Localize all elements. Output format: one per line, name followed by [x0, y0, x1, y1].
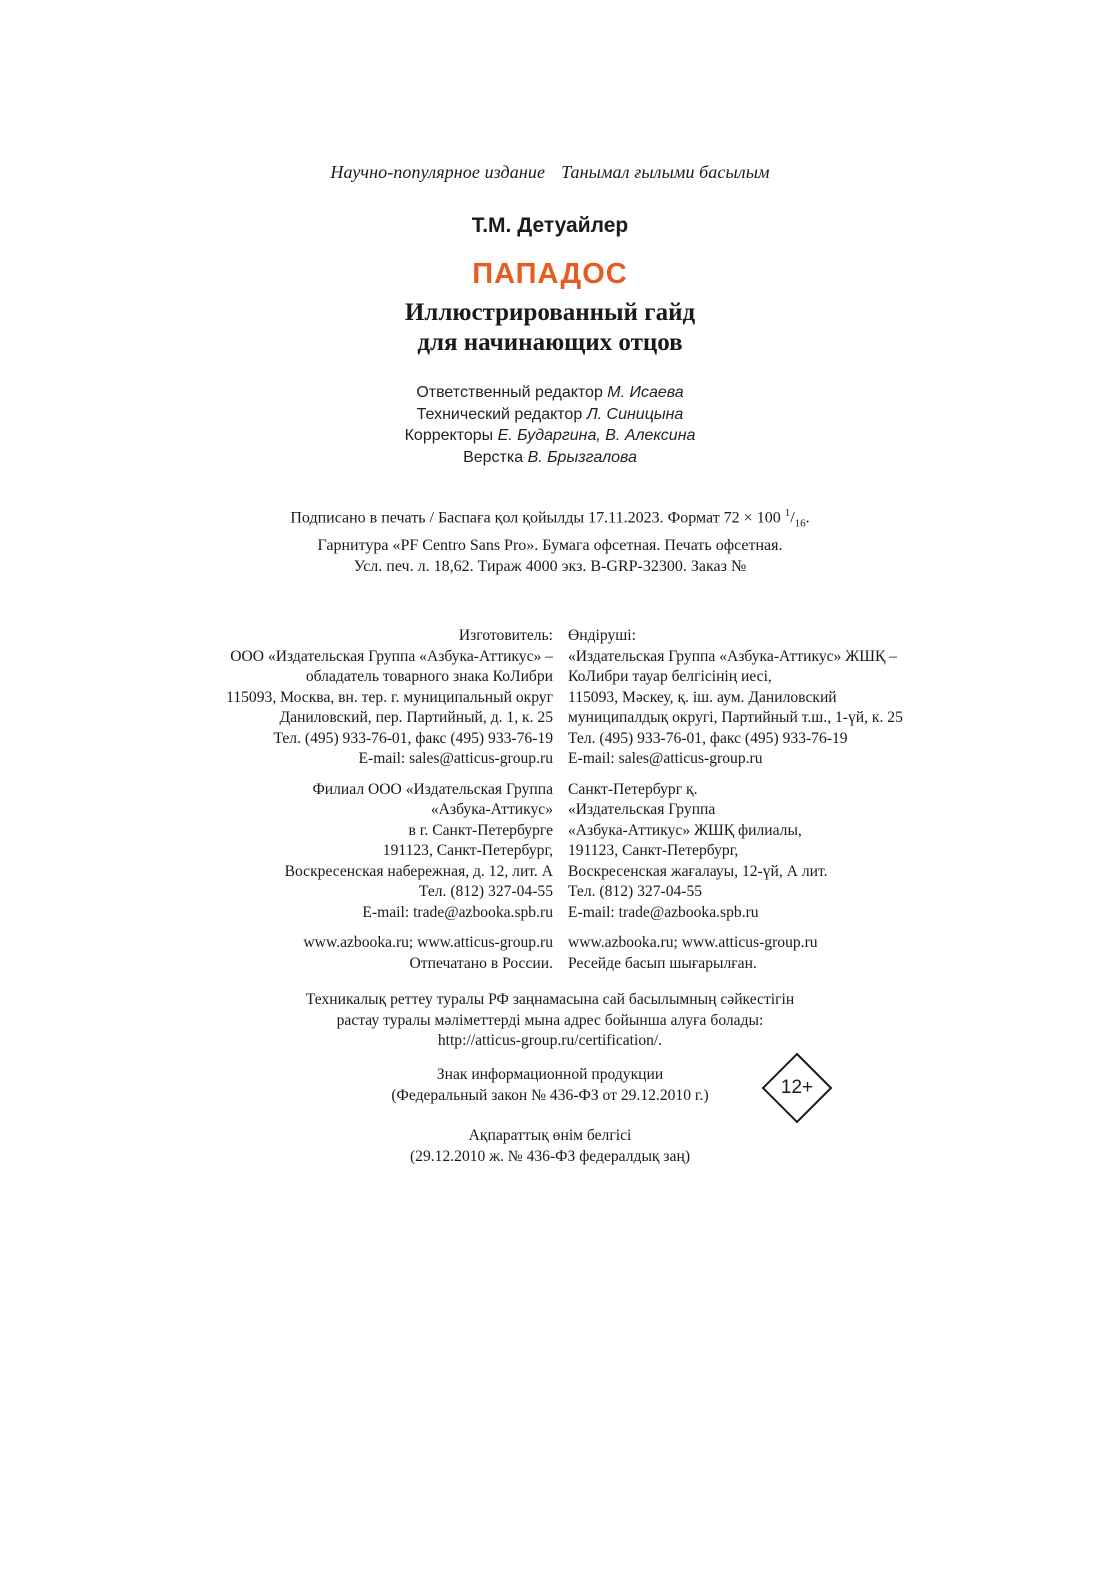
web-block-kz	[568, 933, 903, 974]
manufacturer-block-ru	[226, 626, 553, 770]
info-line: Воскресенская набережная, д. 12, лит. А	[284, 862, 553, 880]
info-line: 115093, Москва, вн. тер. г. муниципальный округ	[226, 688, 553, 706]
info-sign-line: (Федеральный закон № 436-ФЗ от 29.12.2010 г.)	[391, 1086, 709, 1104]
publisher-info-kz	[568, 626, 903, 984]
websites-line: www.azbooka.ru; www.atticus-group.ru	[568, 934, 818, 951]
info-line: муниципалдық округі, Партийный т.ш., 1-үй, к. 25	[568, 709, 903, 726]
info-sign-line: (29.12.2010 ж. № 436-ФЗ федералдық заң)	[409, 1147, 691, 1165]
staff-role: Ответственный редактор	[416, 384, 603, 401]
print-info-line: Гарнитура «PF Centro Sans Pro». Бумага офсетная. Печать офсетная.	[317, 536, 783, 554]
author-name: Т.М. Детуайлер	[471, 214, 629, 237]
info-line: Тел. (495) 933-76-01, факс (495) 933-76-19	[568, 729, 848, 747]
print-info-period: .	[805, 509, 810, 527]
subtitle-line: для начинающих отцов	[417, 329, 683, 356]
info-line: Филиал ООО «Издательская Группа	[312, 780, 553, 798]
info-line: КоЛибри тауар белгісінің иесі,	[568, 668, 772, 685]
info-line: 191123, Санкт-Петербург,	[568, 842, 739, 859]
editorial-staff	[0, 382, 1100, 468]
edition-type	[0, 162, 1100, 183]
info-line: Изготовитель:	[458, 627, 553, 644]
print-signed-format: Подписано в печать / Баспаға қол қойылды 17.11.2023. Формат 72 × 100	[290, 509, 785, 527]
info-line: ООО «Издательская Группа «Азбука-Аттикус» –	[230, 647, 553, 665]
info-line: Воскресенская жағалауы, 12-үй, А лит.	[568, 862, 828, 880]
edition-type-kz: Танымал ғылыми басылым	[561, 162, 770, 182]
printed-in-line: Отпечатано в России.	[409, 954, 553, 972]
staff-role: Корректоры	[404, 427, 494, 444]
info-line: в г. Санкт-Петербурге	[408, 821, 553, 839]
info-sign-line: Знак информационной продукции	[436, 1066, 664, 1083]
email-line: E-mail: trade@azbooka.spb.ru	[568, 903, 759, 921]
print-info	[0, 503, 1100, 577]
book-subtitle	[0, 298, 1100, 358]
format-numerator: 1	[784, 507, 791, 519]
info-line: 115093, Мәскеу, қ. іш. аум. Даниловский	[568, 688, 837, 706]
info-sign-line: Ақпараттық өнім белгісі	[468, 1127, 632, 1144]
staff-line	[0, 404, 1100, 426]
age-rating-badge	[769, 1060, 825, 1116]
info-line: Тел. (812) 327-04-55	[568, 883, 703, 900]
staff-role: Верстка	[463, 448, 524, 466]
info-line: Тел. (495) 933-76-01, факс (495) 933-76-19	[273, 729, 553, 747]
info-sign-kz	[0, 1126, 1100, 1167]
print-info-line: Усл. печ. л. 18,62. Тираж 4000 экз. B-GRP-32300. Заказ №	[353, 557, 747, 575]
staff-name: Л. Синицына	[586, 405, 684, 423]
edition-type-ru: Научно-популярное издание	[330, 162, 546, 182]
branch-block-kz	[568, 780, 903, 924]
subtitle-line: Иллюстрированный гайд	[404, 299, 696, 326]
print-info-line: Подписано в печать / Баспаға қол қойылды 17.11.2023. Формат 72 × 100 $^1/_{16}$.	[290, 507, 810, 530]
websites-line: www.azbooka.ru; www.atticus-group.ru	[303, 934, 553, 951]
book-title: ПАПАДОС	[472, 258, 628, 290]
staff-name: Е. Бударгина, В. Алексина	[497, 427, 696, 444]
info-line: Өндіруші:	[568, 627, 636, 644]
age-rating-label: 12+	[780, 1077, 814, 1098]
email-line: E-mail: sales@atticus-group.ru	[358, 750, 553, 767]
publisher-info-ru	[226, 626, 553, 984]
staff-name: М. Исаева	[607, 384, 684, 401]
certification-line: Техникалық реттеу туралы РФ заңнамасына сай басылымның сәйкестігін	[305, 991, 795, 1008]
info-line: Тел. (812) 327-04-55	[418, 883, 553, 900]
certification-note	[0, 990, 1100, 1052]
info-line: Даниловский, пер. Партийный, д. 1, к. 25	[279, 709, 553, 726]
email-line: E-mail: trade@azbooka.spb.ru	[362, 903, 553, 921]
staff-line	[0, 447, 1100, 469]
info-line: «Азбука-Аттикус»	[430, 801, 553, 818]
staff-role: Технический редактор	[416, 405, 583, 423]
certification-url: http://atticus-group.ru/certification/.	[437, 1032, 663, 1049]
info-line: «Издательская Группа «Азбука-Аттикус» ЖШҚ –	[568, 647, 898, 665]
web-block-ru	[226, 933, 553, 974]
info-line: обладатель товарного знака КоЛибри	[305, 668, 553, 685]
manufacturer-block-kz	[568, 626, 903, 770]
email-line: E-mail: sales@atticus-group.ru	[568, 750, 763, 767]
staff-name: В. Брызгалова	[527, 448, 637, 466]
staff-line	[0, 425, 1100, 447]
printed-in-line: Ресейде басып шығарылған.	[568, 954, 757, 972]
info-line: «Азбука-Аттикус» ЖШҚ филиалы,	[568, 821, 802, 839]
format-denominator: 16	[794, 517, 806, 530]
info-line: Санкт-Петербург қ.	[568, 780, 698, 798]
info-line: «Издательская Группа	[568, 801, 716, 818]
info-line: 191123, Санкт-Петербург,	[382, 842, 553, 859]
certification-line: растау туралы мәліметтерді мына адрес бойынша алуға болады:	[336, 1011, 764, 1029]
staff-line	[0, 382, 1100, 404]
branch-block-ru	[226, 780, 553, 924]
info-sign-ru	[0, 1065, 1100, 1106]
